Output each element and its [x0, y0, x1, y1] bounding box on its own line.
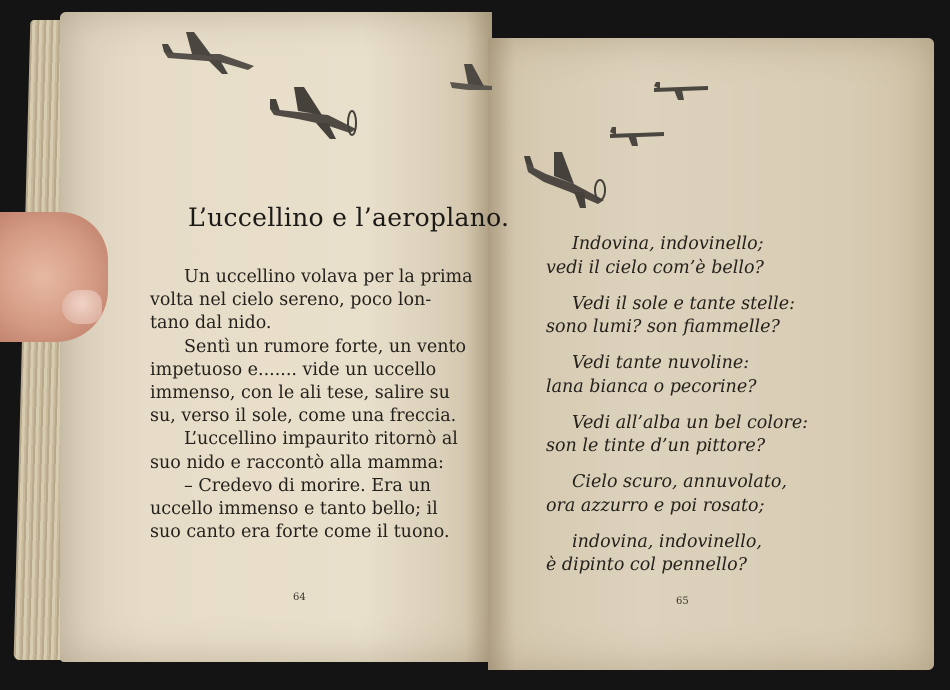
text-line: immenso, con le ali tese, salire su	[150, 383, 450, 404]
poem-line: indovina, indovinello,	[572, 531, 762, 552]
text-line: tano dal nido.	[150, 313, 272, 334]
text-line: Un uccellino volava per la prima	[184, 267, 473, 287]
poem-line: son le tinte d’un pittore?	[546, 436, 766, 457]
text-line: suo nido e raccontò alla mamma:	[150, 452, 444, 473]
poem-stanza	[546, 293, 836, 340]
text-line: uccello immenso e tanto bello; il	[150, 499, 438, 520]
page-number-left: 64	[293, 592, 306, 603]
poem-line: Vedi il sole e tante stelle:	[572, 293, 795, 314]
poem-line: è dipinto col pennello?	[546, 555, 747, 576]
text-line: impetuoso e....... vide un uccello	[150, 359, 437, 380]
text-line: su, verso il sole, come una freccia.	[150, 406, 457, 427]
poem-line: Vedi tante nuvoline:	[572, 353, 750, 374]
airplane-icon	[268, 85, 363, 140]
airplane-icon	[652, 80, 710, 102]
poem-line: vedi il cielo com’è bello?	[546, 257, 764, 278]
poem-stanza	[546, 531, 836, 578]
poem-stanza	[546, 233, 836, 280]
poem-line: Vedi all’alba un bel colore:	[572, 412, 809, 433]
poem-line: Cielo scuro, annuvolato,	[572, 472, 787, 493]
text-line: volta nel cielo sereno, poco lon-	[150, 290, 432, 311]
story-paragraph	[150, 266, 473, 544]
poem-stanza	[546, 412, 836, 459]
text-line: – Credevo di morire. Era un	[184, 475, 431, 496]
airplane-icon	[450, 62, 494, 94]
text-line: Sentì un rumore forte, un vento	[184, 336, 467, 357]
page-number-right: 65	[676, 596, 689, 607]
poem-stanza	[546, 471, 836, 518]
airplane-icon	[162, 30, 257, 75]
airplane-icon	[524, 150, 609, 210]
poem-line: sono lumi? son fiammelle?	[546, 317, 780, 338]
airplane-icon	[608, 124, 666, 148]
poem-line: ora azzurro e poi rosato;	[546, 495, 765, 516]
text-line: suo canto era forte come il tuono.	[150, 522, 450, 543]
riddle-poem	[546, 233, 836, 591]
text-line: L’uccellino impaurito ritornò al	[184, 429, 458, 450]
poem-stanza	[546, 352, 836, 399]
thumbnail	[62, 290, 102, 324]
poem-line: Indovina, indovinello;	[572, 234, 764, 254]
poem-line: lana bianca o pecorine?	[546, 376, 757, 397]
chapter-title: L’uccellino e l’aeroplano.	[188, 203, 510, 232]
